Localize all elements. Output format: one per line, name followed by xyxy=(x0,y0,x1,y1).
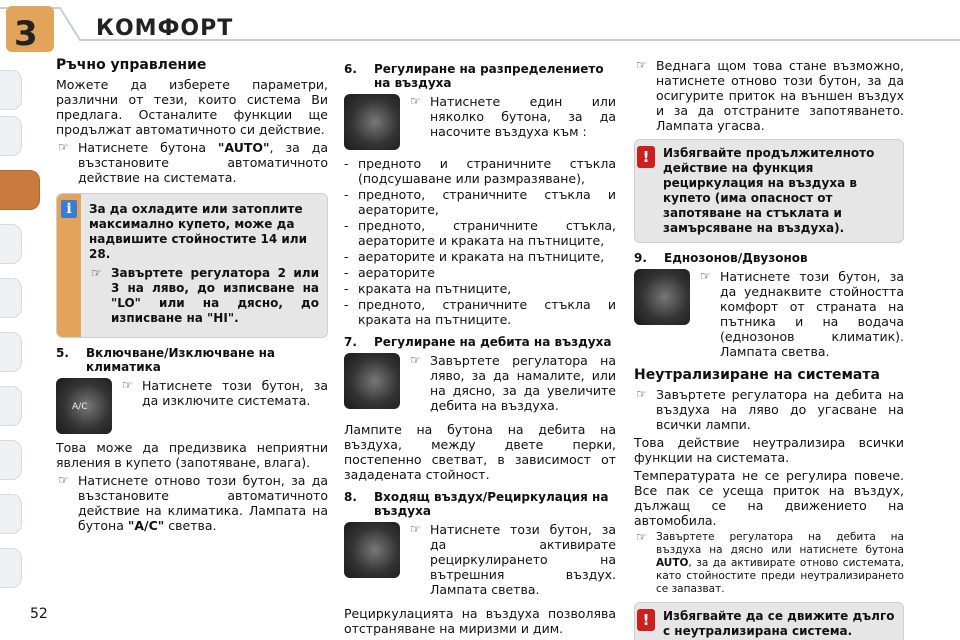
section-6-bullet: ☞ Натиснете един или няколко бутона, за да насочите въздуха към : xyxy=(410,94,616,139)
pointer-icon: ☞ xyxy=(410,94,421,108)
chapter-tab[interactable] xyxy=(0,332,22,372)
chapter-tab[interactable] xyxy=(0,386,22,426)
chapter-tab[interactable] xyxy=(0,440,22,480)
air-distribution-list xyxy=(344,156,616,327)
recirculation-off-bullet: ☞ Веднага щом това стане възможно, натиснете отново този бутон, за да осигурите приток на външен въздух и за да отстраните запотяването. Лампата угасва. xyxy=(636,58,904,133)
list-item: - краката на пътниците, xyxy=(344,281,512,296)
chapter-tab[interactable] xyxy=(0,70,22,110)
chapter-tabs xyxy=(0,70,40,610)
section-6-row xyxy=(344,94,616,150)
chapter-title: КОМФОРТ xyxy=(96,16,234,41)
section-9-row xyxy=(634,269,904,362)
chapter-tab[interactable] xyxy=(0,494,22,534)
info-icon: i xyxy=(61,200,77,218)
page-header xyxy=(0,0,960,62)
chapter-tab[interactable] xyxy=(0,224,22,264)
section-8-bullet: ☞ Натиснете този бутон, за да активирате рециркулирането на вътрешния въздух. Лампата светва. xyxy=(410,522,616,597)
section-7-para: Лампите на бутона на дебита на въздуха, между двете перки, постепенно светват, в зависимост от зададената стойност. xyxy=(344,422,616,482)
column-2 xyxy=(344,58,616,639)
pointer-icon: ☞ xyxy=(410,522,421,536)
warning-text: Избягвайте да се движите дълго с неутрализирана система. xyxy=(663,609,895,638)
pointer-icon: ☞ xyxy=(58,473,69,487)
section-6-title: 6. Регулиране на разпределението на въздуха xyxy=(344,62,604,90)
pointer-icon: ☞ xyxy=(91,266,102,280)
section-8-row xyxy=(344,522,616,600)
pointer-icon: ☞ xyxy=(636,530,647,544)
section-5-bullet: ☞ Натиснете този бутон, за да изключите системата. xyxy=(122,378,328,408)
warning-icon: ! xyxy=(637,609,655,631)
pointer-icon: ☞ xyxy=(636,58,647,72)
section-7-title: 7. Регулиране на дебита на въздуха xyxy=(344,335,612,349)
section-9-title: 9. Еднозонов/Двузонов xyxy=(634,251,808,265)
neutralization-heading: Неутрализиране на системата xyxy=(634,367,880,383)
list-item: - аераторите и краката на пътниците, xyxy=(344,249,605,264)
auto-bullet: ☞ Натиснете бутона "AUTO", за да възстановите автоматичното действие на системата. xyxy=(58,140,328,185)
warning-icon: ! xyxy=(637,146,655,168)
pointer-icon: ☞ xyxy=(636,387,647,401)
section-7-row xyxy=(344,353,616,416)
section-5-title: 5. Включване/Изключване на климатика xyxy=(56,346,276,374)
neutralization-para-1: Това действие неутрализира всички функции на системата. xyxy=(634,435,904,465)
column-1 xyxy=(56,58,328,536)
warning-text: Избягвайте продължителното действие на функция рециркулация на въздуха в купето (има опасност от запотяване на стъклата и замърсяване на въздуха). xyxy=(663,146,875,235)
section-8-para: Рециркулацията на въздуха позволява отстраняване на миризми и дим. xyxy=(344,606,616,636)
list-item: - предното, страничните стъкла и краката на пътниците. xyxy=(344,297,616,327)
info-box xyxy=(56,193,328,338)
warning-box-neutralized xyxy=(634,602,904,640)
section-5-row xyxy=(56,378,328,434)
mono-zone-button-image xyxy=(634,269,690,325)
manual-control-intro: Можете да изберете параметри, различни от тези, които система Ви предлага. Останалите функции ще продължат автоматичното си действие. xyxy=(56,77,328,137)
manual-control-heading: Ръчно управление xyxy=(56,57,207,73)
chapter-number: 3 xyxy=(14,14,38,54)
info-bullet: ☞ Завъртете регулатора 2 или 3 на ляво, до изписване на "LO" или на дясно, до изписване на "HI". xyxy=(91,266,319,325)
list-item: - предното, страничните стъкла и аераторите, xyxy=(344,187,616,217)
section-9-bullet: ☞ Натиснете този бутон, за да уеднаквите стойността комфорт от страната на пътника и на водача (еднозонов климатик). Лампата светва. xyxy=(700,269,904,359)
chapter-tab[interactable] xyxy=(0,278,22,318)
list-item: - аераторите xyxy=(344,265,435,280)
air-flow-knob-image xyxy=(344,353,400,409)
recirculation-button-image xyxy=(344,522,400,578)
section-8-title: 8. Входящ въздух/Рециркулация на въздуха xyxy=(344,490,609,518)
section-5-para: Това може да предизвика неприятни явления в купето (запотяване, влага). xyxy=(56,440,328,470)
list-item: - предното, страничните стъкла, аераторите и краката на пътниците, xyxy=(344,218,616,248)
pointer-icon: ☞ xyxy=(700,269,711,283)
auto-key: "AUTO" xyxy=(217,140,270,155)
neutralization-bullet: ☞ Завъртете регулатора на дебита на въздуха на ляво до угасване на всички лампи. xyxy=(636,387,904,432)
pointer-icon: ☞ xyxy=(122,378,133,392)
list-item: - предното и страничните стъкла (подсушаване или размразяване), xyxy=(344,156,616,186)
info-text: За да охладите или затоплите максимално купето, може да надвишите стойностите 14 или 28. xyxy=(89,202,307,261)
chapter-tab-active[interactable] xyxy=(0,170,40,210)
section-7-bullet: ☞ Завъртете регулатора на ляво, за да намалите, или на дясно, за да увеличите дебита на въздуха. xyxy=(410,353,616,413)
section-5-bullet-2: ☞ Натиснете отново този бутон, за да възстановите автоматичното действие на климатика. Лампата на бутона "A/C" светва. xyxy=(58,473,328,533)
warning-box-recirculation xyxy=(634,139,904,243)
air-distribution-image xyxy=(344,94,400,150)
pointer-icon: ☞ xyxy=(58,140,69,154)
pointer-icon: ☞ xyxy=(410,353,421,367)
column-3 xyxy=(634,58,904,640)
neutralization-small-bullet: ☞ Завъртете регулатора на дебита на въздуха на дясно или натиснете бутона AUTO, за да активирате отново системата, като стойностите преди неутрализирането се запазват. xyxy=(636,530,904,595)
ac-button-image xyxy=(56,378,112,434)
chapter-tab[interactable] xyxy=(0,548,22,588)
neutralization-para-2: Температурата не се регулира повече. Все пак се усеща приток на въздух, дължащ се на движението на автомобила. xyxy=(634,468,904,528)
chapter-tab[interactable] xyxy=(0,116,22,156)
page-number: 52 xyxy=(30,606,48,622)
